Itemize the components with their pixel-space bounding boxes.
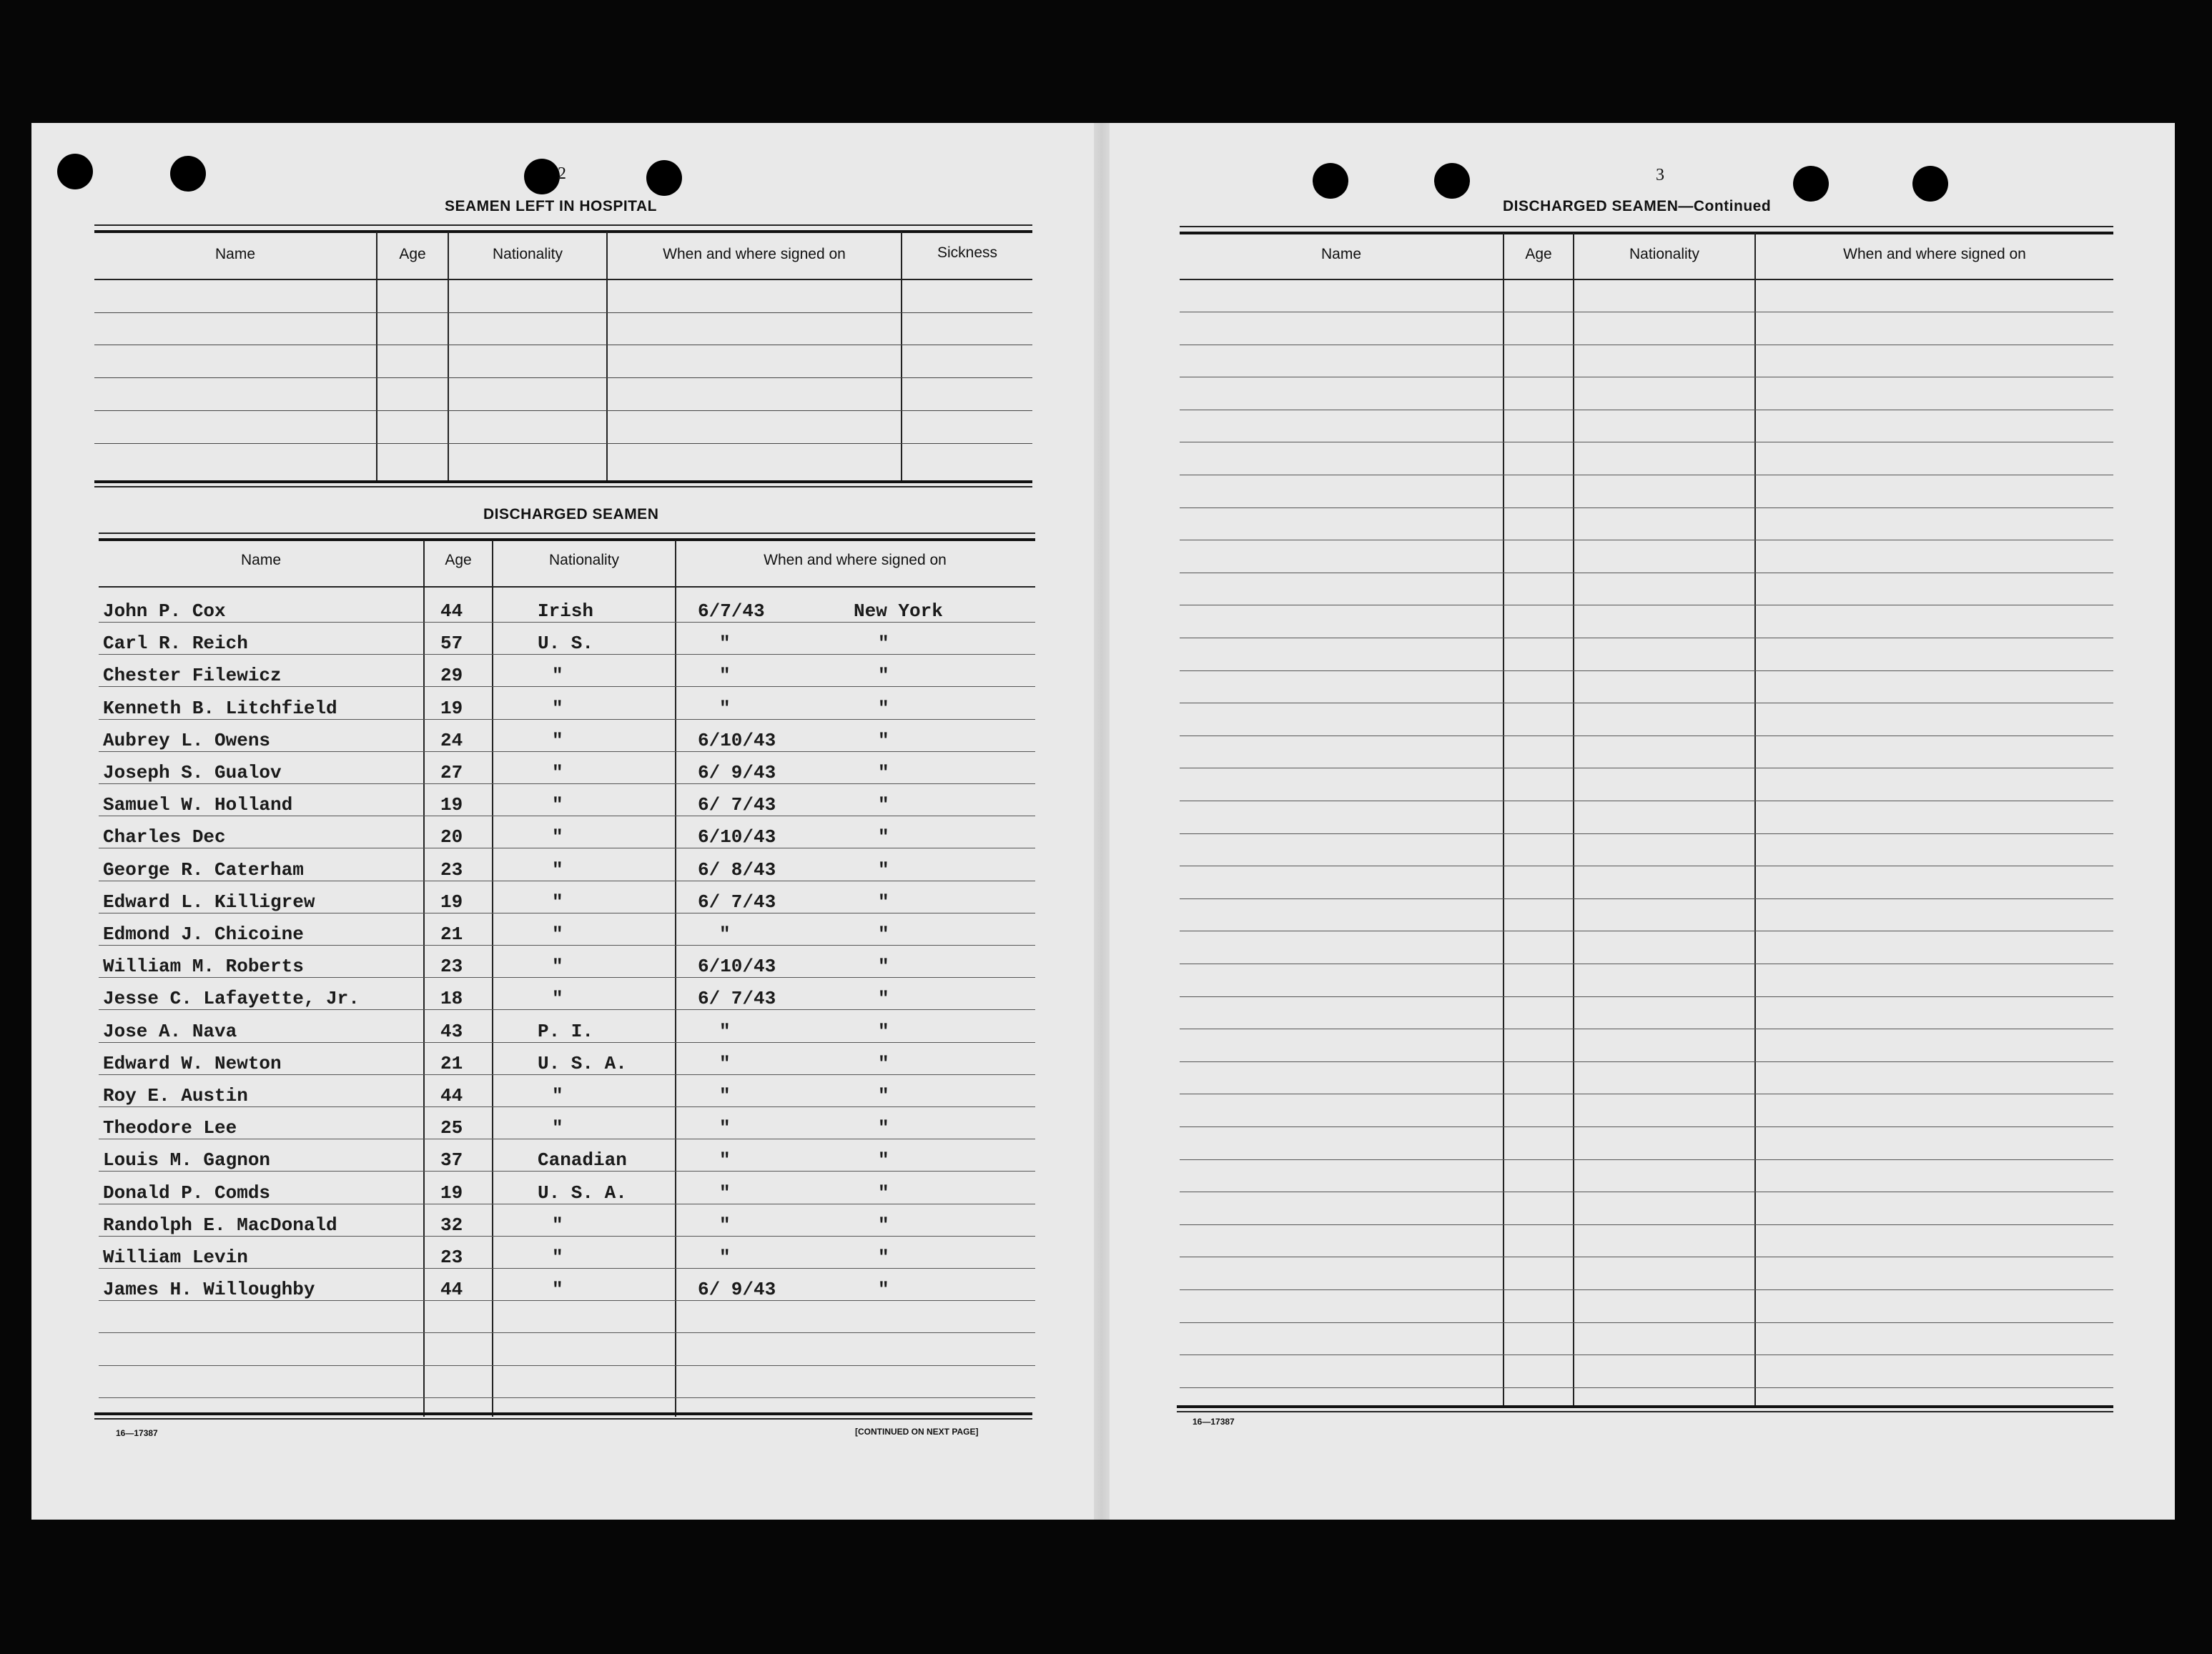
- seaman-age: 24: [440, 730, 463, 751]
- seaman-name: Chester Filewicz: [103, 665, 282, 686]
- page-fold: [1094, 123, 1110, 1520]
- seaman-date: ": [719, 923, 731, 945]
- punch-hole: [524, 159, 560, 194]
- punch-hole: [170, 156, 206, 192]
- seaman-place: ": [878, 1247, 889, 1268]
- seaman-age: 23: [440, 956, 463, 977]
- seaman-nationality: ": [552, 794, 563, 816]
- seaman-name: Joseph S. Gualov: [103, 762, 282, 783]
- seaman-name: Edward L. Killigrew: [103, 891, 315, 913]
- seaman-place: ": [878, 1182, 889, 1204]
- seaman-age: 19: [440, 891, 463, 913]
- seaman-place: ": [878, 1117, 889, 1139]
- seaman-nationality: ": [552, 1085, 563, 1106]
- seaman-name: Louis M. Gagnon: [103, 1149, 271, 1171]
- seaman-age: 37: [440, 1149, 463, 1171]
- seaman-name: Jose A. Nava: [103, 1021, 237, 1042]
- seaman-date: 6/7/43: [698, 600, 765, 622]
- seaman-age: 20: [440, 826, 463, 848]
- seaman-age: 18: [440, 988, 463, 1009]
- seaman-date: ": [719, 1085, 731, 1106]
- seaman-nationality: ": [552, 859, 563, 881]
- seaman-age: 23: [440, 1247, 463, 1268]
- seaman-place: ": [878, 633, 889, 654]
- seaman-date: 6/10/43: [698, 956, 776, 977]
- seaman-nationality: ": [552, 891, 563, 913]
- discharged-col-age: Age: [445, 552, 472, 568]
- seaman-age: 43: [440, 1021, 463, 1042]
- punch-hole: [646, 160, 682, 196]
- seaman-name: Randolph E. MacDonald: [103, 1214, 337, 1236]
- punch-hole: [57, 154, 93, 189]
- seaman-nationality: ": [552, 1214, 563, 1236]
- seaman-place: ": [878, 956, 889, 977]
- seaman-name: Carl R. Reich: [103, 633, 248, 654]
- seaman-nationality: Canadian: [538, 1149, 627, 1171]
- seaman-place: ": [878, 1279, 889, 1300]
- punch-hole: [1313, 163, 1348, 199]
- seaman-place: ": [878, 859, 889, 881]
- seaman-name: William M. Roberts: [103, 956, 304, 977]
- seaman-nationality: ": [552, 1279, 563, 1300]
- seaman-place: ": [878, 794, 889, 816]
- seaman-place: ": [878, 730, 889, 751]
- seaman-date: ": [719, 1149, 731, 1171]
- seaman-date: 6/ 8/43: [698, 859, 776, 881]
- seaman-nationality: ": [552, 988, 563, 1009]
- seaman-date: ": [719, 665, 731, 686]
- seaman-age: 19: [440, 794, 463, 816]
- seaman-age: 27: [440, 762, 463, 783]
- seaman-nationality: ": [552, 956, 563, 977]
- seaman-place: New York: [854, 600, 943, 622]
- seaman-date: ": [719, 698, 731, 719]
- punch-hole: [1912, 166, 1948, 202]
- seaman-nationality: ": [552, 698, 563, 719]
- seaman-age: 29: [440, 665, 463, 686]
- seaman-date: 6/ 7/43: [698, 988, 776, 1009]
- seaman-date: 6/ 7/43: [698, 891, 776, 913]
- seaman-place: ": [878, 1021, 889, 1042]
- hospital-col-signed-on: When and where signed on: [663, 246, 846, 262]
- seaman-name: Kenneth B. Litchfield: [103, 698, 337, 719]
- seaman-age: 19: [440, 698, 463, 719]
- seaman-name: John P. Cox: [103, 600, 226, 622]
- seaman-name: George R. Caterham: [103, 859, 304, 881]
- form-number-right: 16—17387: [1193, 1417, 1235, 1427]
- continued-note: [CONTINUED ON NEXT PAGE]: [855, 1427, 979, 1437]
- hospital-col-sickness: Sickness: [937, 244, 998, 261]
- punch-hole: [1793, 166, 1829, 202]
- seaman-age: 19: [440, 1182, 463, 1204]
- seaman-age: 23: [440, 859, 463, 881]
- seaman-date: ": [719, 1117, 731, 1139]
- seaman-name: William Levin: [103, 1247, 248, 1268]
- seaman-age: 21: [440, 923, 463, 945]
- seaman-place: ": [878, 698, 889, 719]
- seaman-name: Roy E. Austin: [103, 1085, 248, 1106]
- seaman-age: 32: [440, 1214, 463, 1236]
- seaman-date: ": [719, 1214, 731, 1236]
- seaman-age: 44: [440, 1279, 463, 1300]
- seaman-place: ": [878, 1149, 889, 1171]
- seaman-name: Edmond J. Chicoine: [103, 923, 304, 945]
- seaman-nationality: U. S. A.: [538, 1182, 627, 1204]
- seaman-name: Aubrey L. Owens: [103, 730, 271, 751]
- seaman-date: ": [719, 1247, 731, 1268]
- seaman-nationality: Irish: [538, 600, 594, 622]
- seaman-nationality: ": [552, 923, 563, 945]
- page-number-left: 2: [558, 164, 566, 183]
- discharged-col-signed-on: When and where signed on: [764, 552, 947, 568]
- hospital-col-nationality: Nationality: [492, 246, 563, 262]
- seaman-place: ": [878, 1214, 889, 1236]
- seaman-place: ": [878, 891, 889, 913]
- form-number-left: 16—17387: [116, 1428, 158, 1438]
- seaman-nationality: P. I.: [538, 1021, 594, 1042]
- seaman-name: Jesse C. Lafayette, Jr.: [103, 988, 360, 1009]
- seaman-date: ": [719, 1053, 731, 1074]
- seaman-nationality: ": [552, 665, 563, 686]
- seaman-nationality: U. S.: [538, 633, 594, 654]
- seaman-date: ": [719, 1021, 731, 1042]
- seaman-place: ": [878, 923, 889, 945]
- seaman-place: ": [878, 1085, 889, 1106]
- seaman-age: 21: [440, 1053, 463, 1074]
- seaman-name: Donald P. Comds: [103, 1182, 271, 1204]
- discharged-section-title: DISCHARGED SEAMEN: [483, 506, 659, 523]
- right-col-signed-on: When and where signed on: [1843, 246, 2026, 262]
- page-number-right: 3: [1656, 166, 1664, 184]
- seaman-place: ": [878, 762, 889, 783]
- right-col-age: Age: [1525, 246, 1552, 262]
- discharged-col-nationality: Nationality: [548, 552, 620, 568]
- seaman-place: ": [878, 1053, 889, 1074]
- seaman-age: 44: [440, 600, 463, 622]
- continued-section-title: DISCHARGED SEAMEN—Continued: [1503, 198, 1772, 214]
- seaman-nationality: ": [552, 730, 563, 751]
- hospital-section-title: SEAMEN LEFT IN HOSPITAL: [445, 198, 657, 214]
- seaman-nationality: ": [552, 826, 563, 848]
- seaman-age: 57: [440, 633, 463, 654]
- seaman-age: 25: [440, 1117, 463, 1139]
- seaman-place: ": [878, 988, 889, 1009]
- seaman-date: 6/10/43: [698, 730, 776, 751]
- seaman-nationality: ": [552, 1117, 563, 1139]
- right-col-nationality: Nationality: [1629, 246, 1700, 262]
- seaman-name: Theodore Lee: [103, 1117, 237, 1139]
- seaman-date: 6/10/43: [698, 826, 776, 848]
- seaman-place: ": [878, 826, 889, 848]
- seaman-name: Samuel W. Holland: [103, 794, 293, 816]
- seaman-age: 44: [440, 1085, 463, 1106]
- right-col-name: Name: [1320, 246, 1362, 262]
- seaman-nationality: U. S. A.: [538, 1053, 627, 1074]
- seaman-date: ": [719, 633, 731, 654]
- seaman-date: ": [719, 1182, 731, 1204]
- seaman-place: ": [878, 665, 889, 686]
- seaman-date: 6/ 9/43: [698, 1279, 776, 1300]
- seaman-nationality: ": [552, 1247, 563, 1268]
- hospital-col-name: Name: [214, 246, 256, 262]
- discharged-col-name: Name: [240, 552, 282, 568]
- seaman-date: 6/ 7/43: [698, 794, 776, 816]
- seaman-name: Edward W. Newton: [103, 1053, 282, 1074]
- seaman-name: Charles Dec: [103, 826, 226, 848]
- seaman-name: James H. Willoughby: [103, 1279, 315, 1300]
- seaman-nationality: ": [552, 762, 563, 783]
- seaman-date: 6/ 9/43: [698, 762, 776, 783]
- hospital-col-age: Age: [399, 246, 426, 262]
- punch-hole: [1434, 163, 1470, 199]
